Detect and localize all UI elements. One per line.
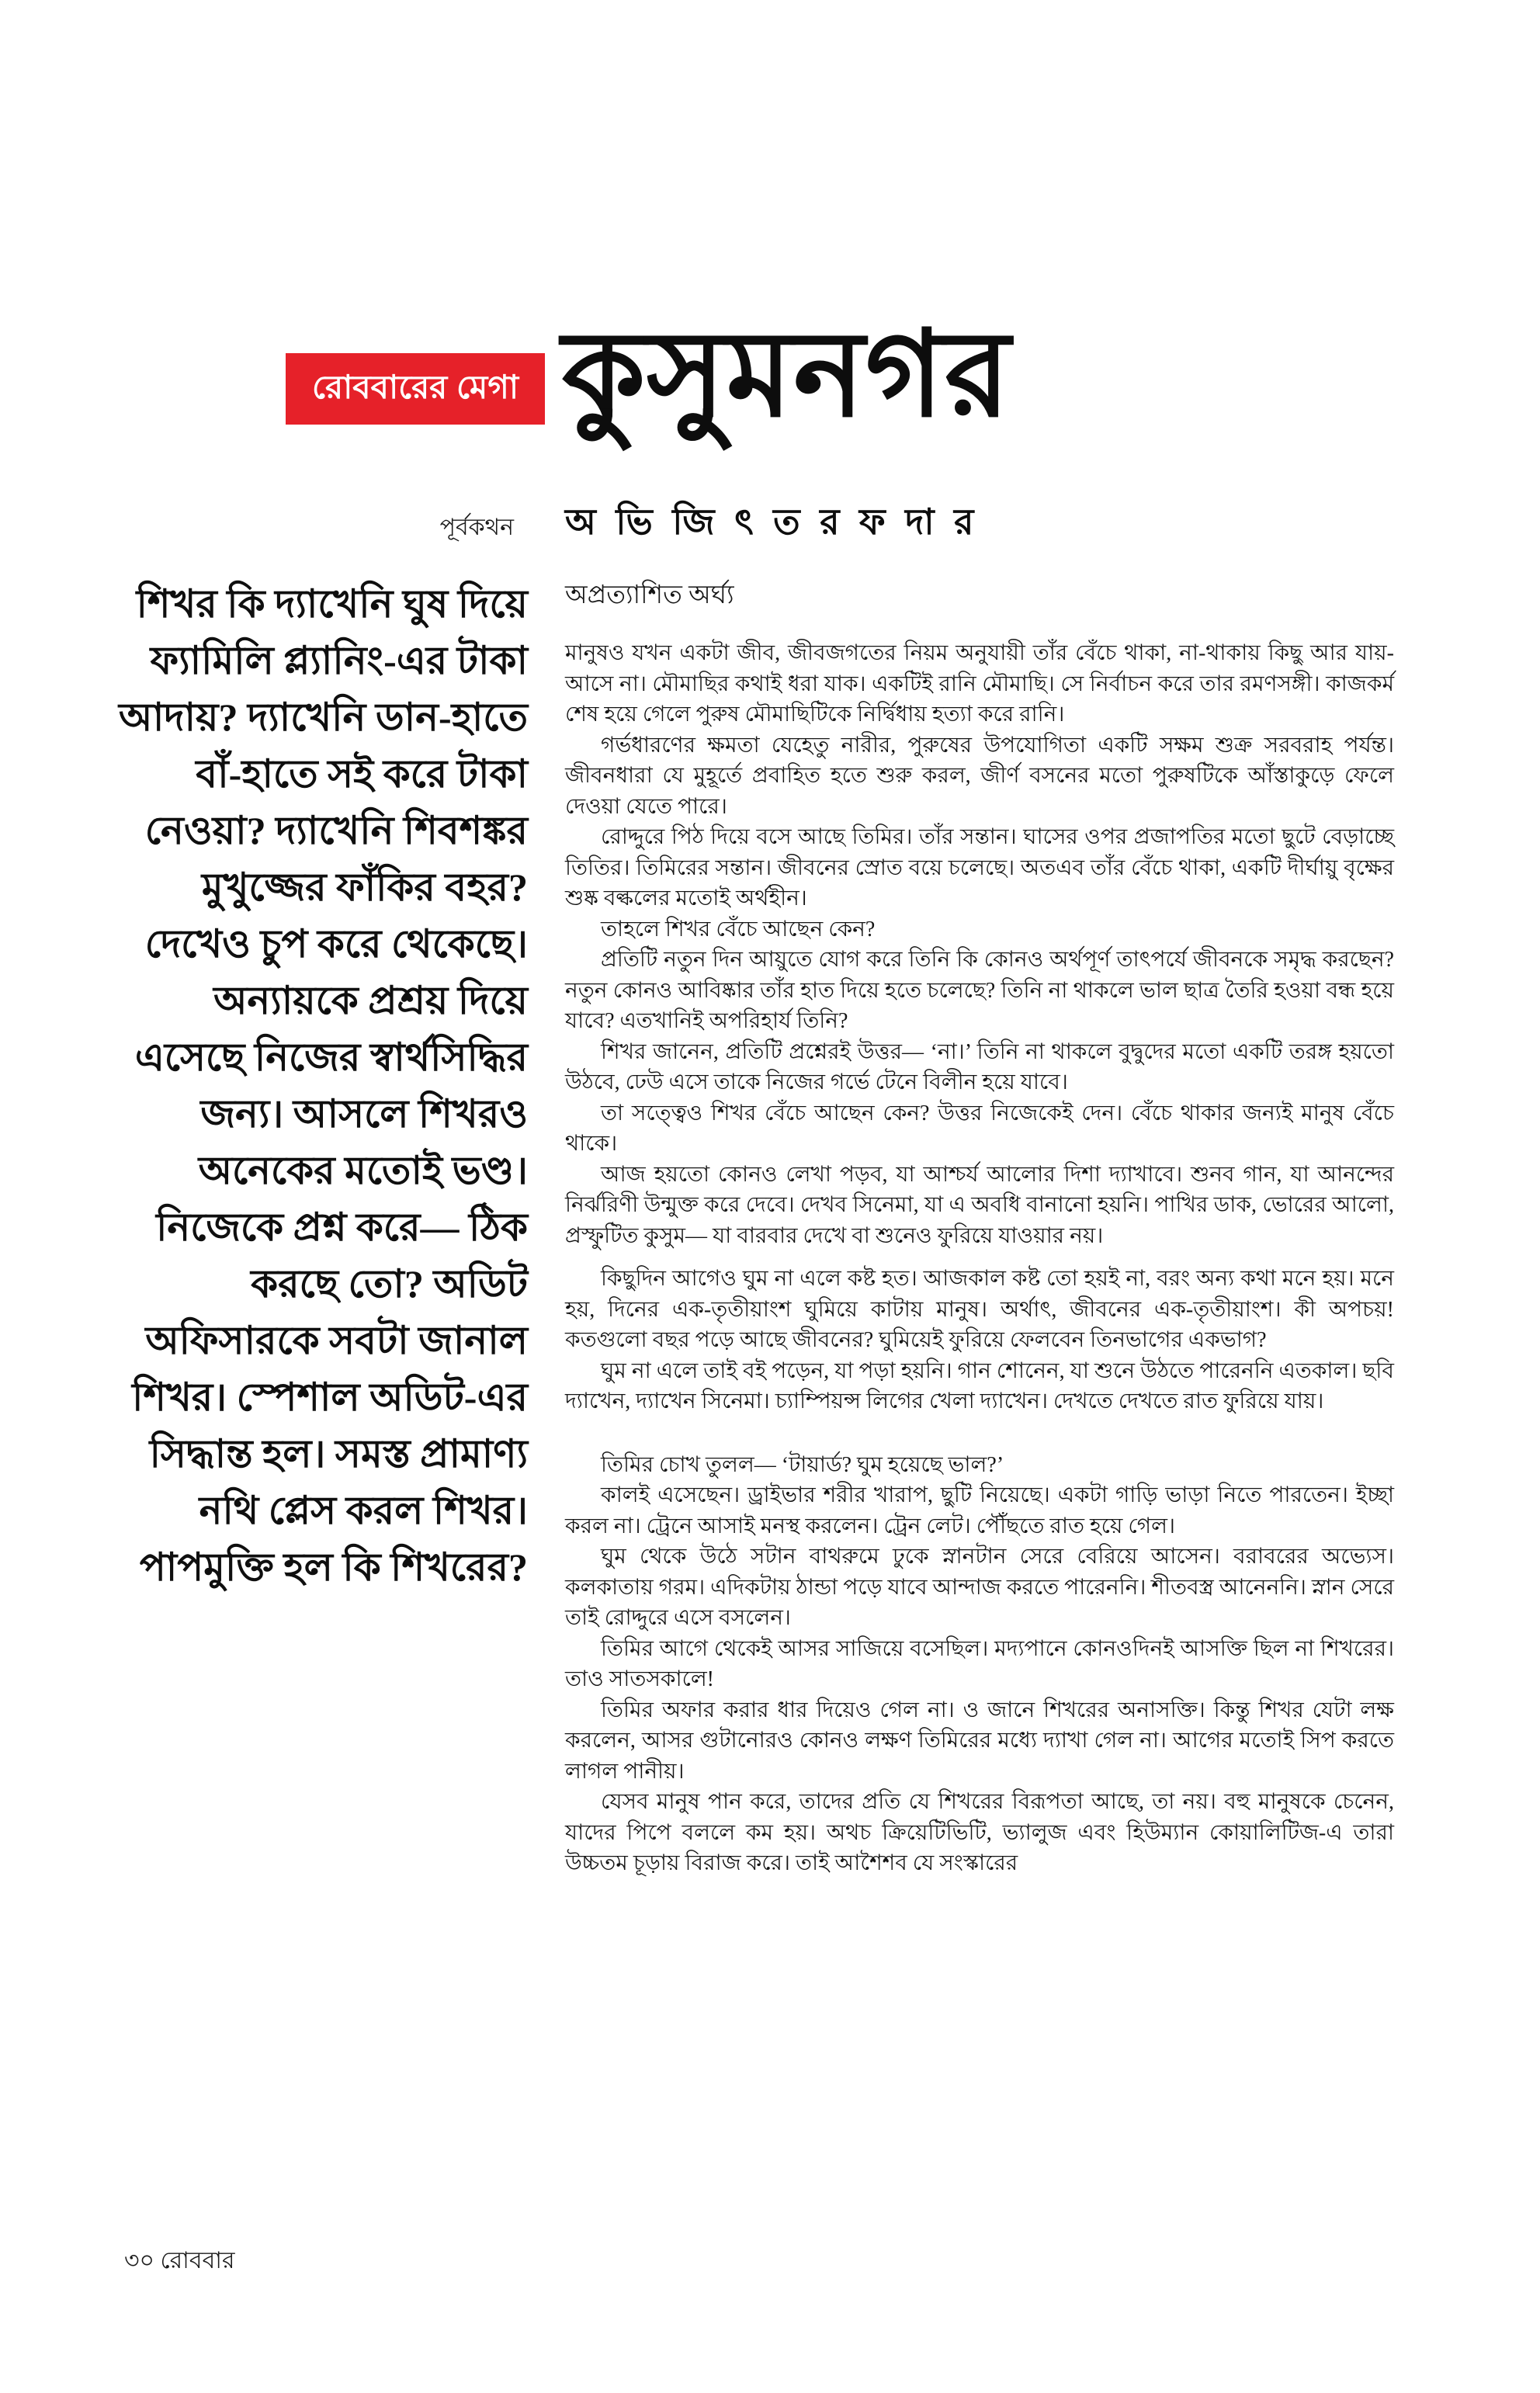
author-byline: অ ভি জি ৎ ত র ফ দা র [565, 502, 980, 542]
paragraph: আজ হয়তো কোনও লেখা পড়ব, যা আশ্চর্য আলোর দিশা দ্যাখাবে। শুনব গান, যা আনন্দের নির্ঝরিণী উন্মুক্ত করে দেবে। দেখব সিনেমা, যা এ অবধি বানানো হয়নি। পাখির ডাক, ভোরের আলো, প্রস্ফুটিত কুসুম— যা বারবার দেখে বা শুনেও ফুরিয়ে যাওয়ার নয়। [565, 1162, 1394, 1248]
article-subtitle: অপ্রত্যাশিত অর্ঘ্য [565, 581, 734, 609]
paragraph: গর্ভধারণের ক্ষমতা যেহেতু নারীর, পুরুষের উপযোগিতা একটি সক্ষম শুক্র সরবরাহ পর্যন্ত। জীবনধারা যে মুহূর্তে প্রবাহিত হতে শুরু করল, জীর্ণ বসনের মতো পুরুষটিকে আঁস্তাকুড়ে ফেলে দেওয়া যেতে পারে। [565, 733, 1394, 819]
article-body [565, 638, 1394, 1879]
paragraph: যেসব মানুষ পান করে, তাদের প্রতি যে শিখরের বিরূপতা আছে, তা নয়। বহু মানুষকে চেনেন, যাদের পিপে বললে কম হয়। অথচ ক্রিয়েটিভিটি, ভ্যালুজ এবং হিউম্যান কোয়ালিটিজ-এ তারা উচ্চতম চূড়ায় বিরাজ করে। তাই আশৈশব যে সংস্কারের [565, 1790, 1394, 1875]
paragraph: তিমির চোখ তুলল— ‘টায়ার্ড? ঘুম হয়েছে ভাল?’ [601, 1452, 1004, 1477]
paragraph: তিমির আগে থেকেই আসর সাজিয়ে বসেছিল। মদ্যপানে কোনওদিনই আসক্তি ছিল না শিখরের। তাও সাতসকালে! [565, 1636, 1394, 1691]
paragraph: প্রতিটি নতুন দিন আয়ুতে যোগ করে তিনি কি কোনও অর্থপূর্ণ তাৎপর্যে জীবনকে সমৃদ্ধ করছেন? নতুন কোনও আবিষ্কার তাঁর হাত দিয়ে হতে চলেছে? তিনি না থাকলে ভাল ছাত্র তৈরি হওয়া বন্ধ হয়ে যাবে? এতখানিই অপরিহার্য তিনি? [565, 948, 1394, 1033]
paragraph: কালই এসেছেন। ড্রাইভার শরীর খারাপ, ছুটি নিয়েছে। একটা গাড়ি ভাড়া নিতে পারতেন। ইচ্ছা করল না। ট্রেনে আসাই মনস্থ করলেন। ট্রেন লেট। পৌঁছতে রাত হয়ে গেল। [565, 1483, 1394, 1538]
pull-quote: শিখর কি দ্যাখেনি ঘুষ দিয়ে ফ্যামিলি প্ল্যানিং-এর টাকা আদায়? দ্যাখেনি ডান-হাতে বাঁ-হাতে সই করে টাকা নেওয়া? দ্যাখেনি শিবশঙ্কর মুখুজ্জের ফাঁকির বহর? দেখেও চুপ করে থেকেছে। অন্যায়কে প্রশ্রয় দিয়ে এসেছে নিজের স্বার্থসিদ্ধির জন্য। আসলে শিখরও অনেকের মতোই ভণ্ড। নিজেকে প্রশ্ন করে— ঠিক করছে তো? অডিট অফিসারকে সবটা জানাল শিখর। স্পেশাল অডিট-এর সিদ্ধান্ত হল। সমস্ত প্রামাণ্য নথি প্লেস করল শিখর। পাপমুক্তি হল কি শিখরের? [118, 582, 528, 1589]
paragraph: তাহলে শিখর বেঁচে আছেন কেন? [601, 917, 876, 942]
paragraph: ঘুম না এলে তাই বই পড়েন, যা পড়া হয়নি। গান শোনেন, যা শুনে উঠতে পারেননি এতকাল। ছবি দ্যাখেন, দ্যাখেন সিনেমা। চ্যাম্পিয়ন্স লিগের খেলা দ্যাখেন। দেখতে দেখতে রাত ফুরিয়ে যায়। [565, 1358, 1394, 1413]
paragraph: শিখর জানেন, প্রতিটি প্রশ্নেরই উত্তর— ‘না।’ তিনি না থাকলে বুদ্বুদের মতো একটি তরঙ্গ হয়তো উঠবে, ঢেউ এসে তাকে নিজের গর্ভে টেনে বিলীন হয়ে যাবে। [565, 1039, 1394, 1094]
paragraph: তা সত্ত্বেও শিখর বেঁচে আছেন কেন? উত্তর নিজেকেই দেন। বেঁচে থাকার জন্যই মানুষ বেঁচে থাকে। [565, 1101, 1394, 1156]
paragraph: রোদ্দুরে পিঠ দিয়ে বসে আছে তিমির। তাঁর সন্তান। ঘাসের ওপর প্রজাপতির মতো ছুটে বেড়াচ্ছে তিতির। তিমিরের সন্তান। জীবনের স্রোত বয়ে চলেছে। অতএব তাঁর বেঁচে থাকা, একটি দীর্ঘায়ু বৃক্ষের শুষ্ক বল্কলের মতোই অর্থহীন। [565, 825, 1394, 910]
paragraph: তিমির অফার করার ধার দিয়েও গেল না। ও জানে শিখরের অনাসক্তি। কিন্তু শিখর যেটা লক্ষ করলেন, আসর গুটানোরও কোনও লক্ষণ তিমিরের মধ্যে দ্যাখা গেল না। আগের মতোই সিপ করতে লাগল পানীয়। [565, 1698, 1394, 1784]
section-badge: রোববারের মেগা [286, 353, 545, 425]
left-column-label: পূর্বকথন [439, 515, 514, 540]
article-title: কুসুমনগর [562, 310, 1011, 442]
paragraph: মানুষও যখন একটা জীব, জীবজগতের নিয়ম অনুযায়ী তাঁর বেঁচে থাকা, না-থাকায় কিছু আর যায়-আসে না। মৌমাছির কথাই ধরা যাক। একটিই রানি মৌমাছি। সে নির্বাচন করে তার রমণসঙ্গী। কাজকর্ম শেষ হয়ে গেলে পুরুষ মৌমাছিটিকে নির্দ্বিধায় হত্যা করে রানি। [565, 641, 1394, 727]
paragraph: ঘুম থেকে উঠে সটান বাথরুমে ঢুকে স্নানটান সেরে বেরিয়ে আসেন। বরাবরের অভ্যেস। কলকাতায় গরম। এদিকটায় ঠান্ডা পড়ে যাবে আন্দাজ করতে পারেননি। শীতবস্ত্র আনেননি। স্নান সেরে তাই রোদ্দুরে এসে বসলেন। [565, 1545, 1394, 1630]
page-number: ৩০ রোববার [124, 2248, 235, 2273]
paragraph: কিছুদিন আগেও ঘুম না এলে কষ্ট হত। আজকাল কষ্ট তো হয়ই না, বরং অন্য কথা মনে হয়। মনে হয়, দিনের এক-তৃতীয়াংশ ঘুমিয়ে কাটায় মানুষ। অর্থাৎ, জীবনের এক-তৃতীয়াংশ। কী অপচয়! কতগুলো বছর পড়ে আছে জীবনের? ঘুমিয়েই ফুরিয়ে ফেলবেন তিনভাগের একভাগ? [565, 1267, 1394, 1352]
